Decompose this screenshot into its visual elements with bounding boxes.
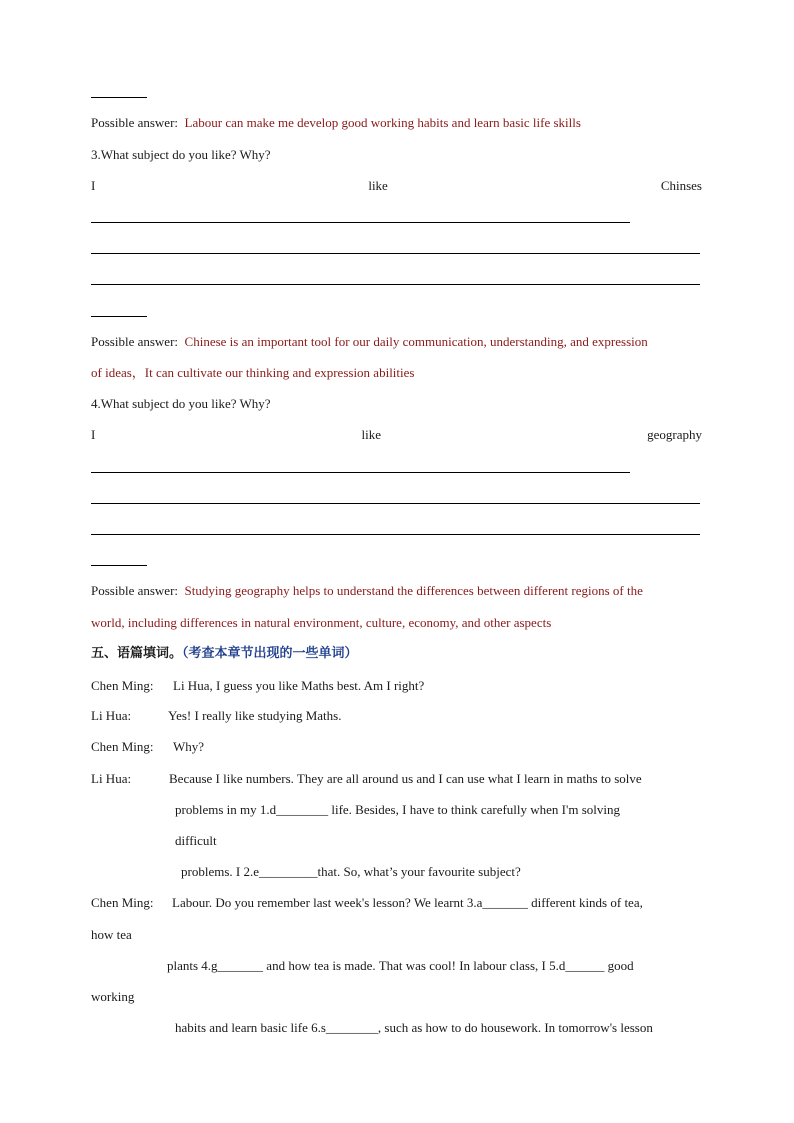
question-4: 4.What subject do you like? Why? [91,396,271,411]
prompt-word: I [91,427,96,442]
dialogue-line: Why? [173,739,205,754]
dialogue-line: Because I like numbers. They are all around us and I can use what I learn in maths to solve [169,771,642,786]
writing-line[interactable] [91,534,700,535]
answer-row-q3 [91,334,648,350]
dialogue-line: Labour. Do you remember last week's lesson? We learnt 3.a_______ different kinds of tea, [172,895,643,910]
writing-prompt-q3 [91,178,702,194]
dialogue-line: habits and learn basic life 6.s________, such as how to do housework. In tomorrow's lesson [175,1020,653,1035]
writing-line[interactable] [91,222,630,223]
possible-answer-text: of ideas，It can cultivate our thinking and expression abilities [91,365,415,380]
dialogue-line: plants 4.g_______ and how tea is made. That was cool! In labour class, I 5.d______ good [167,958,634,973]
dialogue-line: problems. I 2.e_________that. So, what’s your favourite subject? [181,864,521,879]
prompt-word: like [368,178,388,193]
speaker-label: Chen Ming: [91,739,154,754]
section-title: 五、语篇填词。 [91,646,183,661]
answer-row-q2 [91,115,581,131]
possible-answer-text: Labour can make me develop good working habits and learn basic life skills [184,115,581,130]
prompt-word: Chinses [660,178,702,193]
possible-answer-text: world, including differences in natural environment, culture, economy, and other aspects [91,615,552,630]
dialogue-line: how tea [91,927,132,942]
possible-answer-text: Chinese is an important tool for our daily communication, understanding, and expression [184,334,648,349]
writing-line[interactable] [91,472,630,473]
question-3: 3.What subject do you like? Why? [91,147,271,162]
writing-line[interactable] [91,503,700,504]
answer-label: Possible answer: [91,115,179,130]
speaker-label: Chen Ming: [91,895,154,910]
writing-line[interactable] [91,316,147,317]
section-note: （考查本章节出现的一些单词） [182,646,358,661]
dialogue-line: Yes! I really like studying Maths. [168,708,342,723]
section-heading [91,646,358,662]
answer-row-q4 [91,583,643,599]
possible-answer-text: Studying geography helps to understand the differences between different regions of the [184,583,643,598]
answer-blank-line[interactable] [91,97,147,98]
prompt-word: geography [647,427,702,442]
writing-line[interactable] [91,284,700,285]
answer-label: Possible answer: [91,583,179,598]
dialogue-line: difficult [175,833,217,848]
dialogue-line: working [91,989,135,1004]
prompt-word: like [361,427,381,442]
speaker-label: Li Hua: [91,771,132,786]
answer-label: Possible answer: [91,334,179,349]
speaker-label: Chen Ming: [91,678,154,693]
speaker-label: Li Hua: [91,708,132,723]
dialogue-line: Li Hua, I guess you like Maths best. Am I right? [173,678,425,693]
writing-line[interactable] [91,565,147,566]
prompt-word: I [91,178,96,193]
dialogue-line: problems in my 1.d________ life. Besides, I have to think carefully when I'm solving [175,802,620,817]
writing-prompt-q4 [91,427,702,443]
writing-line[interactable] [91,253,700,254]
